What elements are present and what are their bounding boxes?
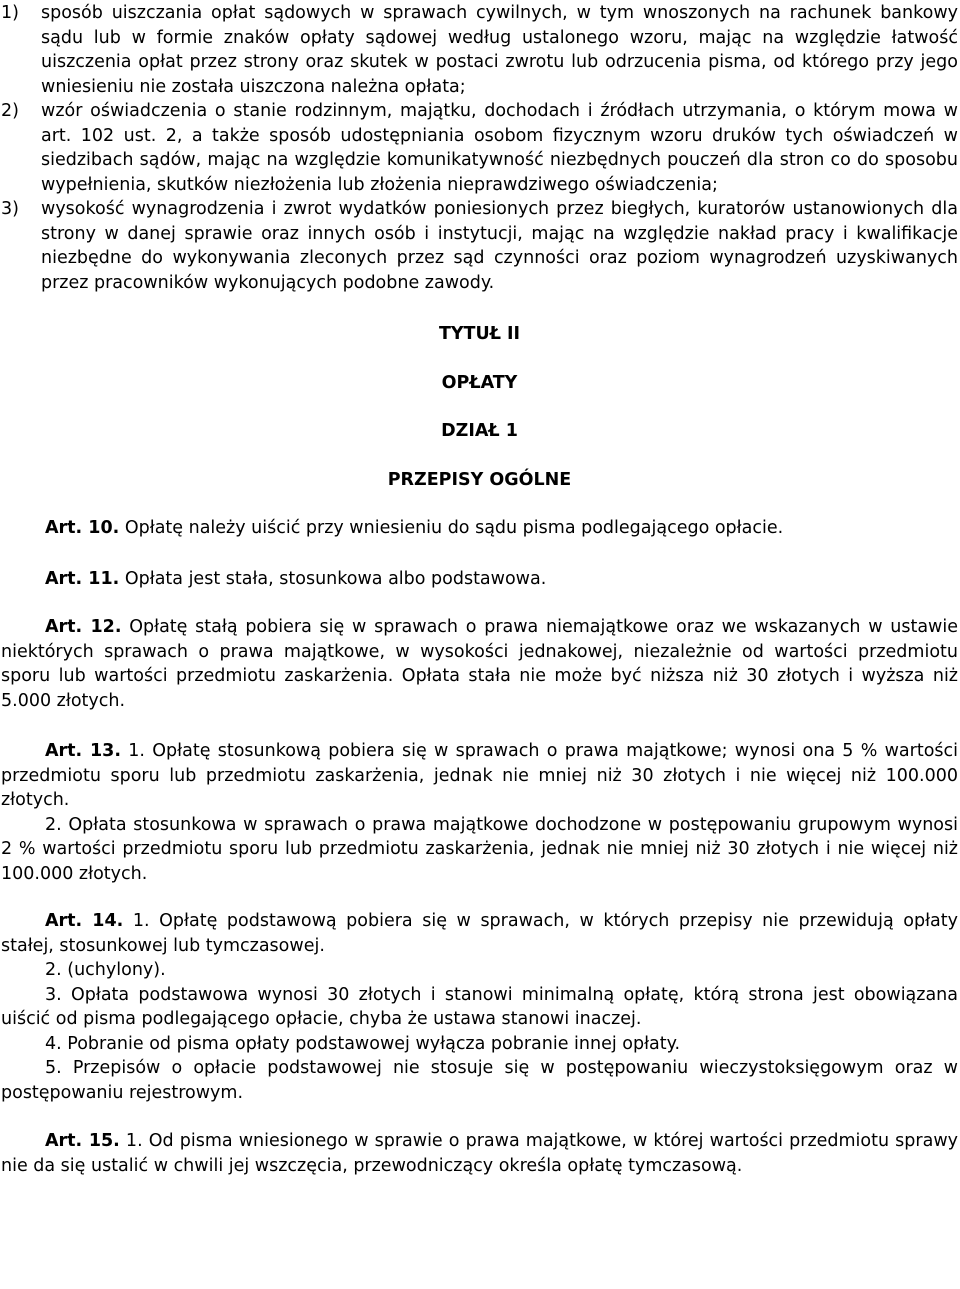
article-label: Art. 14.	[45, 911, 124, 931]
article-paragraph: 3. Opłata podstawowa wynosi 30 złotych i stanowi minimalną opłatę, którą strona jest obowiązana uiścić od pisma podlegającego opłacie, chyba że ustawa stanowi inaczej.	[1, 984, 958, 1029]
list-item-text: wysokość wynagrodzenia i zwrot wydatków poniesionych przez biegłych, kuratorów ustanowionych dla strony w danej sprawie oraz innych osób i instytucji, mając na względzie nakład pracy i kwalifikacje niezbędne do wykonywania zleconych przez sąd czynności oraz poziom wynagrodzeń uzyskiwanych przez pracowników wykonujących podobne zawody.	[41, 199, 958, 293]
article-paragraph	[1, 739, 958, 813]
list-item-number: 1)	[1, 3, 19, 23]
article-paragraph: 2. (uchylony).	[45, 960, 166, 980]
article-text: Opłatę należy uiścić przy wniesieniu do sądu pisma podlegającego opłacie.	[119, 518, 784, 538]
article-label: Art. 11.	[45, 568, 120, 589]
authorization-list	[1, 0, 958, 295]
article-text: 1. Od pisma wniesionego w sprawie o prawa majątkowe, w której wartości przedmiotu sprawy nie da się ustalić w chwili jej wszczęcia, przewodniczący określa opłatę tymczasową.	[1, 1131, 958, 1176]
division-heading: DZIAŁ 1	[441, 421, 518, 441]
title-heading: TYTUŁ II	[438, 324, 521, 344]
article-14	[1, 909, 958, 1105]
article-label: Art. 13.	[45, 741, 121, 761]
article-12	[1, 615, 958, 713]
article-paragraph	[1, 1129, 958, 1178]
title-name-heading: OPŁATY	[441, 372, 518, 393]
article-15	[1, 1129, 958, 1178]
list-item-text: wzór oświadczenia o stanie rodzinnym, majątku, dochodach i źródłach utrzymania, o którym mowa w art. 102 ust. 2, a także sposób udostępniania osobom fizycznym wzoru druków tych oświadczeń w siedzibach sądów, mając na względzie komunikatywność niezbędnych pouczeń dla stron co do sposobu wypełnienia, skutków niezłożenia lub złożenia nieprawdziwego oświadczenia;	[41, 101, 958, 195]
article-10	[1, 516, 958, 541]
article-text: 1. Opłatę stosunkową pobiera się w sprawach o prawa majątkowe; wynosi ona 5 % wartości przedmiotu sporu lub przedmiotu zaskarżenia, jednak nie mniej niż 30 złotych i nie więcej niż 100.000 złotych.	[1, 741, 959, 810]
article-paragraph	[1, 909, 958, 958]
article-11	[1, 567, 958, 592]
article-13	[1, 739, 958, 886]
division-name-heading: PRZEPISY OGÓLNE	[387, 469, 572, 490]
list-item-number: 3)	[1, 199, 19, 219]
article-text: Opłatę stałą pobiera się w sprawach o prawa niemajątkowe oraz we wskazanych w ustawie niektórych sprawach o prawa majątkowe, w wysokości jednakowej, niezależnie od wartości przedmiotu sporu lub wartości przedmiotu zaskarżenia. Opłata stała nie może być niższa niż 30 złotych i wyższa niż 5.000 złotych.	[1, 617, 958, 711]
article-paragraph: 2. Opłata stosunkowa w sprawach o prawa majątkowe dochodzone w postępowaniu grupowym wynosi 2 % wartości przedmiotu sporu lub przedmiotu zaskarżenia, jednak nie mniej niż 30 złotych i nie więcej niż 100.000 złotych.	[1, 814, 958, 884]
article-label: Art. 12.	[45, 617, 122, 637]
article-text: 1. Opłatę podstawową pobiera się w sprawach, w których przepisy nie przewidują opłaty stałej, stosunkowej lub tymczasowej.	[1, 911, 958, 956]
article-label: Art. 15.	[45, 1131, 120, 1151]
list-item	[1, 197, 958, 295]
article-text: Opłata jest stała, stosunkowa albo podstawowa.	[119, 568, 547, 589]
article-paragraph: 4. Pobranie od pisma opłaty podstawowej wyłącza pobranie innej opłaty.	[45, 1033, 681, 1054]
article-paragraph: 5. Przepisów o opłacie podstawowej nie stosuje się w postępowaniu wieczystoksięgowym oraz w postępowaniu rejestrowym.	[1, 1058, 958, 1103]
list-item	[1, 99, 958, 197]
article-label: Art. 10.	[45, 518, 120, 538]
list-item	[1, 1, 958, 99]
list-item-number: 2)	[1, 101, 19, 121]
list-item-text: sposób uiszczania opłat sądowych w sprawach cywilnych, w tym wnoszonych na rachunek bankowy sądu lub w formie znaków opłaty sądowej według ustalonego wzoru, mając na względzie łatwość uiszczenia opłat przez strony oraz skutek w postaci zwrotu lub odrzucenia pisma, od którego przy jego wniesieniu nie została uiszczona należna opłata;	[41, 3, 958, 97]
